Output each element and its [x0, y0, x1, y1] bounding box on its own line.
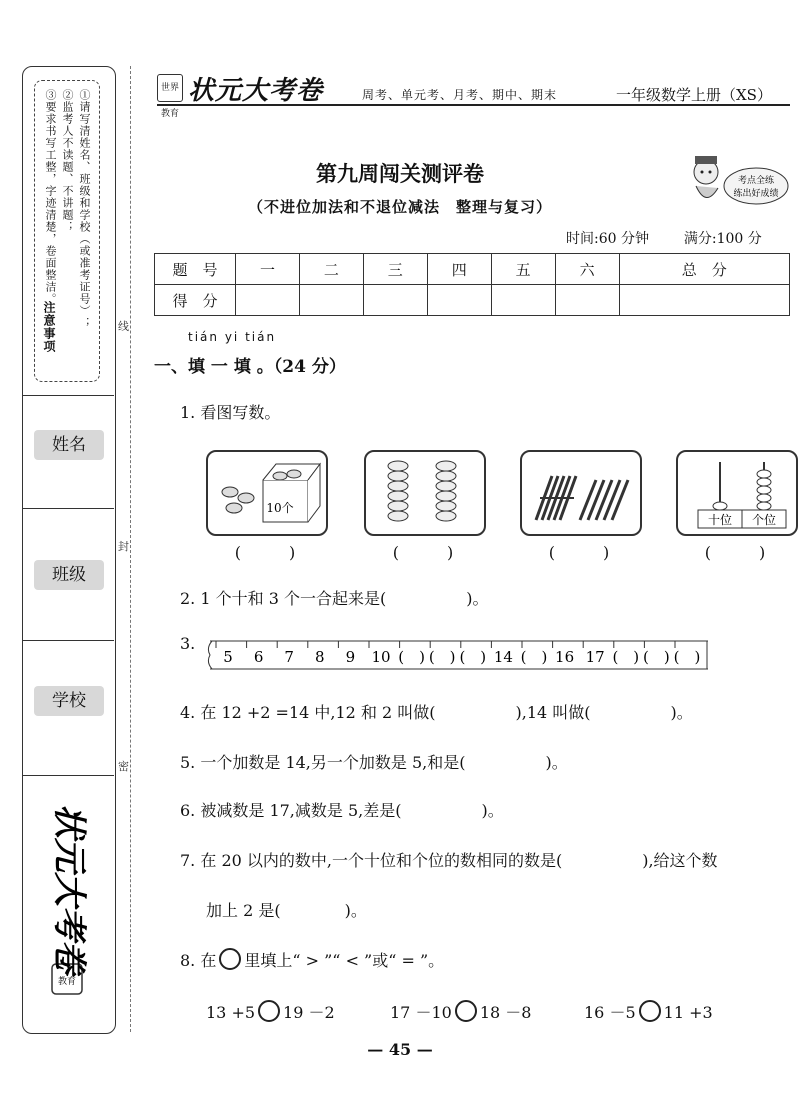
notice-line: ②监考人不读题、不讲题； — [61, 89, 74, 233]
compare-circle[interactable] — [258, 1000, 280, 1022]
number-line-cell[interactable]: ( ) — [459, 648, 487, 666]
number-line-cell: 6 — [253, 648, 264, 666]
notice-line: ③要求书写工整，字迹清楚，卷面整洁。 — [44, 89, 57, 305]
question-3-number: 3. — [180, 634, 196, 653]
number-line-cell[interactable]: ( ) — [428, 648, 456, 666]
box-label: 10个 — [266, 501, 294, 515]
score-cell[interactable] — [619, 285, 789, 316]
score-row — [155, 285, 790, 316]
abacus-picture — [676, 450, 798, 536]
coins-box-picture — [206, 450, 328, 536]
compare-left: 16 －5 — [584, 1003, 636, 1022]
score-table — [154, 253, 790, 316]
number-line-cell[interactable]: ( ) — [612, 648, 640, 666]
mascot-icon — [686, 150, 790, 210]
name-label: 姓名 — [34, 430, 104, 460]
compare-right: 11 +3 — [663, 1003, 713, 1022]
table-cell: 总 分 — [619, 254, 789, 285]
cut-mark: 封 — [118, 540, 129, 553]
answer-blank[interactable]: ( ) — [704, 543, 766, 562]
svg-text:教育: 教育 — [57, 977, 77, 987]
publisher-logo: 世界教育 — [157, 74, 183, 102]
table-cell: 题 号 — [155, 254, 236, 285]
score-cell[interactable] — [236, 285, 300, 316]
exam-types: 周考、单元考、月考、期中、期末 — [362, 88, 558, 102]
abacus-tens-label: 十位 — [707, 513, 733, 527]
compare-right: 18 －8 — [479, 1003, 532, 1022]
divider — [22, 508, 114, 509]
score-cell[interactable] — [491, 285, 555, 316]
question-1: 1. 看图写数。 — [180, 403, 281, 422]
table-cell: 五 — [491, 254, 555, 285]
compare-item — [390, 1000, 531, 1023]
abacus-ones-label: 个位 — [751, 513, 777, 527]
school-label: 学校 — [34, 686, 104, 716]
score-cell[interactable] — [427, 285, 491, 316]
question-5: 5. 一个加数是 14,另一个加数是 5,和是( )。 — [180, 753, 568, 772]
number-line-cell: 9 — [345, 648, 356, 666]
brand-vertical-text: 状元大考卷 — [49, 804, 89, 974]
svg-text:考点全练: 考点全练 — [737, 176, 775, 186]
exam-info — [566, 228, 762, 248]
cut-mark: 线 — [118, 320, 129, 333]
answer-blank[interactable]: ( ) — [234, 543, 296, 562]
answer-blank[interactable]: ( ) — [548, 543, 610, 562]
circle-blank-icon — [219, 948, 241, 970]
number-line-cell: 7 — [284, 648, 294, 666]
class-label: 班级 — [34, 560, 104, 590]
compare-right: 19 －2 — [283, 1003, 335, 1022]
q8-text-a: 8. 在 — [180, 951, 217, 970]
book-title: 一年级数学上册（XS） — [616, 86, 772, 104]
number-line-cell: 14 — [493, 648, 513, 666]
number-line-cell[interactable]: ( ) — [520, 648, 548, 666]
table-cell: 一 — [236, 254, 300, 285]
compare-item — [206, 1000, 335, 1023]
number-line-cell: 5 — [223, 648, 233, 666]
q8-text-b: 里填上“ > ”“ < ”或“ = ”。 — [244, 951, 445, 970]
compare-item — [584, 1000, 713, 1023]
svg-text:练出好成绩: 练出好成绩 — [733, 189, 779, 199]
number-line — [206, 640, 708, 670]
question-8 — [180, 948, 444, 971]
leaves-picture — [364, 450, 486, 536]
question-2: 2. 1 个十和 3 个一合起来是( )。 — [180, 589, 489, 608]
full-score: 满分:100 分 — [683, 231, 762, 247]
score-cell[interactable] — [299, 285, 363, 316]
divider — [22, 395, 114, 396]
question-4: 4. 在 12 +2 =14 中,12 和 2 叫做( ),14 叫做( )。 — [180, 703, 693, 722]
question-6: 6. 被减数是 17,减数是 5,差是( )。 — [180, 801, 504, 820]
score-header-row — [155, 254, 790, 285]
number-line-cell: 17 — [585, 648, 605, 666]
sticks-picture — [520, 450, 642, 536]
compare-left: 13 +5 — [206, 1003, 256, 1022]
question-7-line-2: 加上 2 是( )。 — [206, 901, 367, 920]
divider — [22, 775, 114, 776]
number-line-cell[interactable]: ( ) — [643, 648, 670, 666]
notice-title: 注意事项 — [42, 301, 56, 353]
number-line-cell[interactable]: ( ) — [398, 648, 425, 666]
table-cell: 二 — [299, 254, 363, 285]
table-cell: 四 — [427, 254, 491, 285]
table-cell: 三 — [363, 254, 427, 285]
exam-title: 第九周闯关测评卷 — [316, 161, 484, 186]
section-title: 一、填 一 填 。（24 分） — [154, 357, 346, 377]
header-rule — [157, 104, 790, 106]
compare-circle[interactable] — [639, 1000, 661, 1022]
number-line-cell[interactable]: ( ) — [673, 648, 701, 666]
number-line-cell: 10 — [371, 648, 391, 666]
table-cell: 六 — [555, 254, 619, 285]
exam-subtitle: （不进位加法和不退位减法 整理与复习） — [247, 198, 552, 216]
notice-line: ①请写清姓名、班级和学校（或准考证号）； — [78, 89, 91, 329]
question-7-line-1: 7. 在 20 以内的数中,一个十位和个位的数相同的数是( ),给这个数 — [180, 851, 718, 870]
section-pinyin: tián yi tián — [188, 330, 277, 344]
number-line-cell: 16 — [555, 648, 575, 666]
number-line-cell: 8 — [315, 648, 325, 666]
brand-logo-vertical — [38, 800, 100, 1010]
compare-circle[interactable] — [455, 1000, 477, 1022]
cut-mark: 密 — [118, 760, 129, 773]
table-cell: 得 分 — [155, 285, 236, 316]
brand-title: 状元大考卷 — [188, 76, 324, 106]
divider — [22, 640, 114, 641]
score-cell[interactable] — [363, 285, 427, 316]
compare-left: 17 －10 — [390, 1003, 452, 1022]
time-limit: 时间:60 分钟 — [566, 231, 649, 247]
page-number: — 45 — — [367, 1040, 433, 1059]
answer-blank[interactable]: ( ) — [392, 543, 454, 562]
notice-box — [34, 80, 100, 382]
score-cell[interactable] — [555, 285, 619, 316]
